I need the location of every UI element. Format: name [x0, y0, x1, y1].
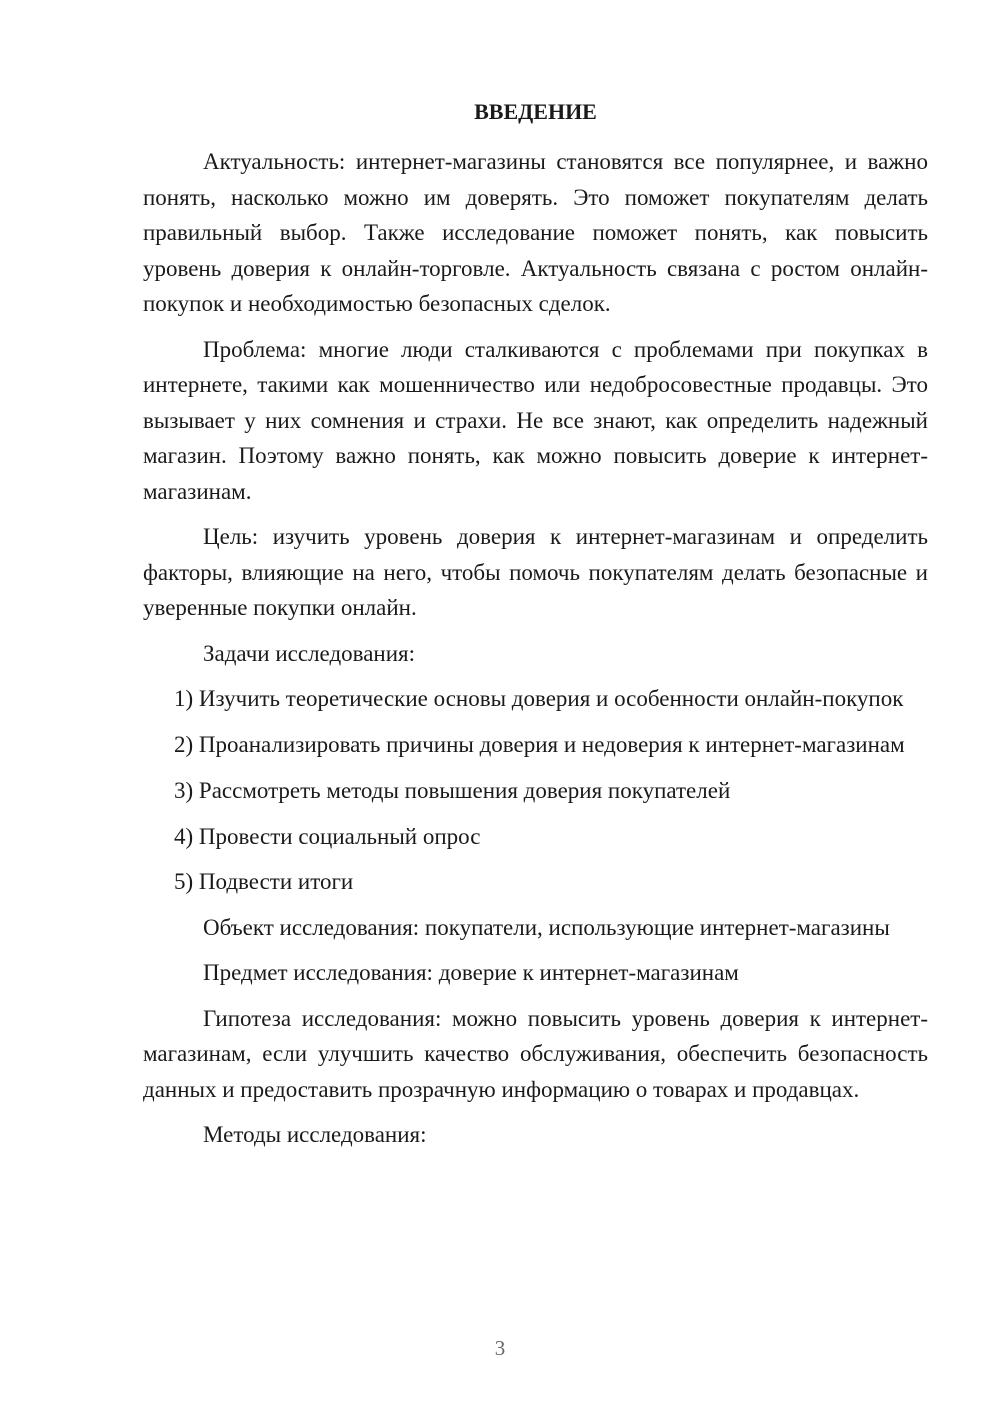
- relevance-paragraph: Актуальность: интернет-магазины становятся все популярнее, и важно понять, насколько можно им доверять. Это поможет покупателям делать правильный выбор. Также исследование поможет понять, как повысить уровень доверия к онлайн-торговле. Актуальность связана с ростом онлайн-покупок и необходимостью безопасных сделок.: [143, 149, 928, 316]
- methods-heading: Методы исследования:: [203, 1122, 427, 1147]
- task-item-5: 5) Подвести итоги: [174, 869, 354, 894]
- goal-paragraph: Цель: изучить уровень доверия к интернет-магазинам и определить факторы, влияющие на него, чтобы помочь покупателям делать безопасные и уверенные покупки онлайн.: [143, 524, 928, 620]
- section-title: ВВЕДЕНИЕ: [474, 99, 597, 124]
- task-item-1: 1) Изучить теоретические основы доверия и особенности онлайн-покупок: [174, 686, 904, 711]
- task-item-2: 2) Проанализировать причины доверия и недоверия к интернет-магазинам: [174, 731, 905, 757]
- task-item-4: 4) Провести социальный опрос: [174, 823, 481, 849]
- page-number: 3: [494, 1336, 506, 1360]
- research-object: Объект исследования: покупатели, использующие интернет-магазины: [203, 914, 890, 940]
- page-body: [143, 97, 928, 1153]
- research-hypothesis: Гипотеза исследования: можно повысить уровень доверия к интернет-магазинам, если улучшить качество обслуживания, обеспечить безопасность данных и предоставить прозрачную информацию о товарах и продавцах.: [143, 1005, 928, 1102]
- tasks-heading: Задачи исследования:: [203, 640, 416, 666]
- problem-paragraph: Проблема: многие люди сталкиваются с проблемами при покупках в интернете, такими как мошенничество или недобросовестные продавцы. Это вызывает у них сомнения и страхи. Не все знают, как определить надежный магазин. Поэтому важно понять, как можно повысить доверие к интернет-магазинам.: [143, 336, 928, 504]
- research-subject: Предмет исследования: доверие к интернет-магазинам: [203, 960, 739, 985]
- task-item-3: 3) Рассмотреть методы повышения доверия покупателей: [174, 778, 731, 803]
